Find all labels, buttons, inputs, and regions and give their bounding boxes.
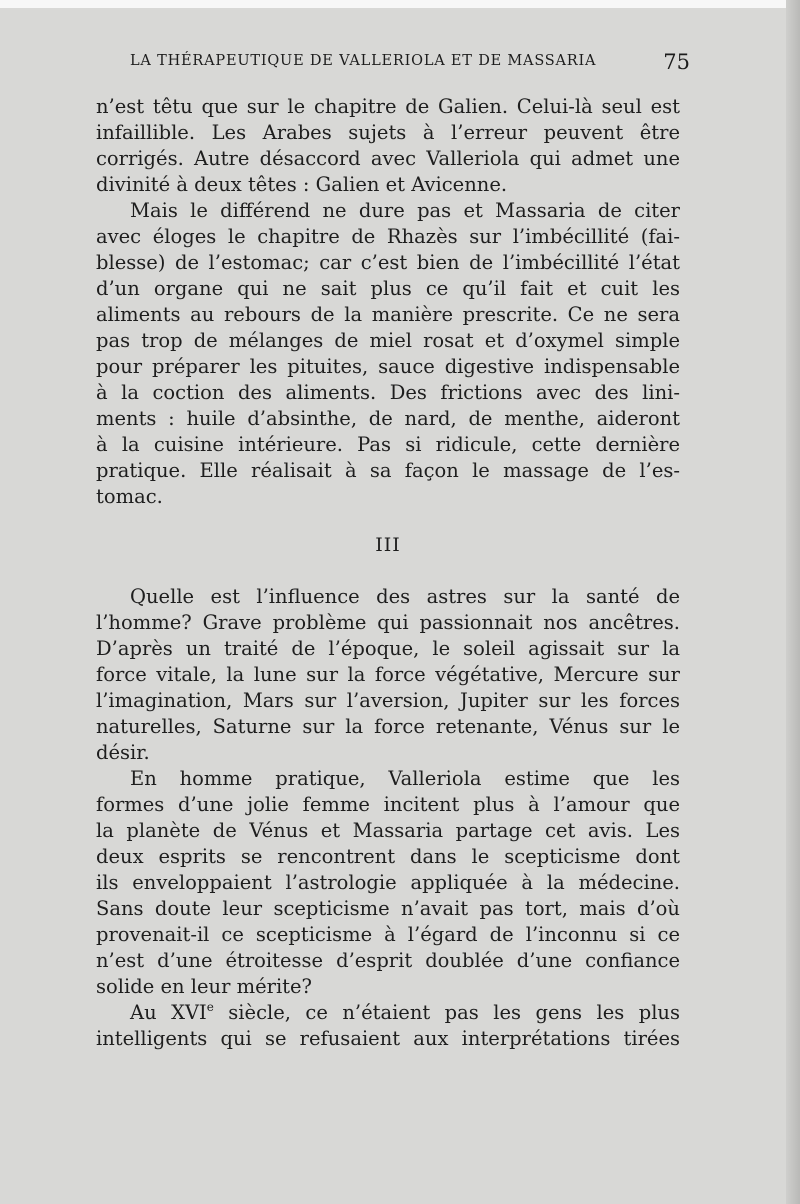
- text-line: naturelles, Saturne sur la force retenante, Vénus sur le: [96, 715, 680, 738]
- text-line: à la cuisine intérieure. Pas si ridicule, cette dernière: [96, 433, 680, 456]
- text-line: formes d’une jolie femme incitent plus à l’amour que: [96, 793, 680, 816]
- text-line: pratique. Elle réalisait à sa façon le massage de l’es-: [96, 459, 680, 482]
- text-line: provenait-il ce scepticisme à l’égard de l’inconnu si ce: [96, 923, 680, 946]
- text-line: désir.: [96, 741, 150, 764]
- text-line: à la coction des aliments. Des frictions avec des lini-: [96, 381, 680, 404]
- text-line: corrigés. Autre désaccord avec Valleriola qui admet une: [96, 147, 680, 170]
- text-line: [96, 1000, 680, 1026]
- text-line: l’homme? Grave problème qui passionnait nos ancêtres.: [96, 611, 680, 634]
- text-line: deux esprits se rencontrent dans le scepticisme dont: [96, 845, 680, 868]
- text-line: force vitale, la lune sur la force végétative, Mercure sur: [96, 663, 680, 686]
- text-line: aliments au rebours de la manière prescrite. Ce ne sera: [96, 303, 680, 326]
- text-line: n’est têtu que sur le chapitre de Galien. Celui-là seul est: [96, 95, 680, 118]
- text-line: solide en leur mérite?: [96, 975, 313, 998]
- text-line: Quelle est l’influence des astres sur la santé de: [130, 585, 680, 608]
- text-line: D’après un traité de l’époque, le soleil agissait sur la: [96, 637, 680, 660]
- text-line: ments : huile d’absinthe, de nard, de menthe, aideront: [96, 407, 680, 430]
- text-line: intelligents qui se refusaient aux interprétations tirées: [96, 1027, 680, 1050]
- page-top-margin: [0, 0, 800, 8]
- body-text: [96, 94, 680, 1052]
- text-line: la planète de Vénus et Massaria partage cet avis. Les: [96, 819, 680, 842]
- page-header: [130, 50, 690, 80]
- text-line: l’imagination, Mars sur l’aversion, Jupiter sur les forces: [96, 689, 680, 712]
- running-head: LA THÉRAPEUTIQUE DE VALLERIOLA ET DE MASSARIA: [130, 53, 597, 69]
- text-line: infaillible. Les Arabes sujets à l’erreur peuvent être: [96, 121, 680, 144]
- text-line: ils enveloppaient l’astrologie appliquée à la médecine.: [96, 871, 680, 894]
- text-fragment: Au XVI: [130, 1001, 207, 1024]
- text-line: d’un organe qui ne sait plus ce qu’il fait et cuit les: [96, 277, 680, 300]
- text-line: avec éloges le chapitre de Rhazès sur l’imbécillité (fai-: [96, 225, 680, 248]
- text-line: pour préparer les pituites, sauce digestive indispensable: [96, 355, 680, 378]
- text-fragment: siècle, ce n’étaient pas les gens les plus: [213, 1001, 680, 1024]
- text-line: divinité à deux têtes : Galien et Avicenne.: [96, 173, 508, 196]
- text-line: Mais le différend ne dure pas et Massaria de citer: [130, 199, 680, 222]
- section-heading: III: [375, 534, 401, 556]
- page-number: 75: [663, 50, 690, 74]
- text-line: blesse) de l’estomac; car c’est bien de l’imbécillité l’état: [96, 251, 680, 274]
- text-line: n’est d’une étroitesse d’esprit doublée d’une confiance: [96, 949, 680, 972]
- text-line: Sans doute leur scepticisme n’avait pas tort, mais d’où: [96, 897, 680, 920]
- text-line: tomac.: [96, 485, 163, 508]
- text-line: En homme pratique, Valleriola estime que les: [130, 767, 680, 790]
- page-edge-shadow: [786, 0, 800, 1204]
- superscript: e: [206, 1000, 214, 1014]
- text-line: pas trop de mélanges de miel rosat et d’oxymel simple: [96, 329, 680, 352]
